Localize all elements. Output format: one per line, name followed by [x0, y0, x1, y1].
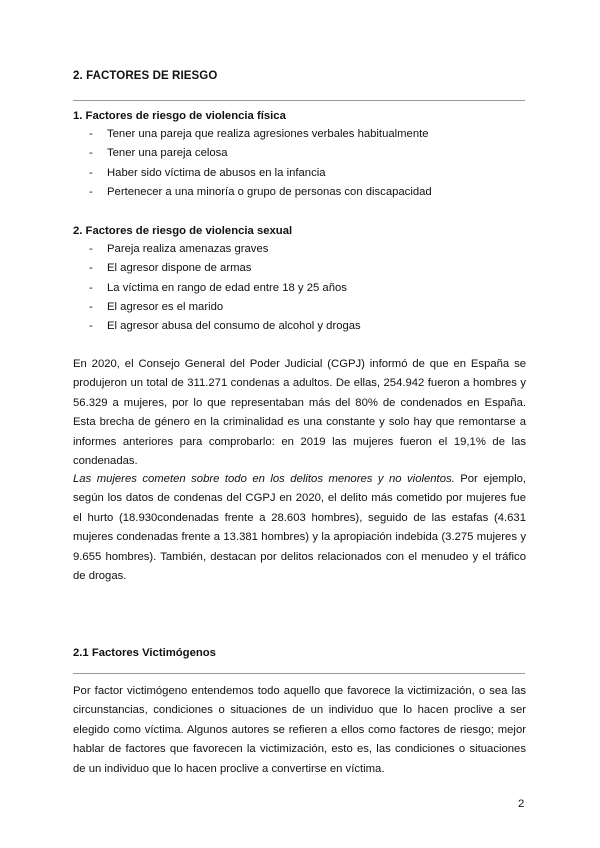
list-item: - Pertenecer a una minoría o grupo de personas con discapacidad: [73, 183, 432, 202]
section-heading: 2. FACTORES DE RIESGO: [73, 70, 218, 82]
paragraph-body: Por ejemplo, según los datos de condenas del CGPJ en 2020, el delito más cometido por mujeres fue el hurto (18.930condenadas frente a 28.603 hombres), seguido de las estafas (4.631 mujeres condenadas frente a 13.381 hombres) y la apropiación indebida (3.275 mujeres y 9.655 hombres). También, destacan por delitos relacionados con el menudeo y el tráfico de drogas.: [73, 473, 526, 583]
paragraph-mujeres-delitos: [73, 470, 526, 586]
dash-bullet: -: [89, 281, 93, 294]
dash-bullet: -: [89, 320, 93, 333]
page-number: 2: [518, 798, 525, 810]
italic-lead-sentence: Las mujeres cometen sobre todo en los delitos menores y no violentos.: [73, 473, 455, 485]
subheading-sexual: 2. Factores de riesgo de violencia sexual: [73, 225, 293, 237]
dash-bullet: -: [89, 185, 93, 198]
dash-bullet: -: [89, 243, 93, 255]
dash-bullet: -: [89, 262, 93, 275]
list-item: - Tener una pareja que realiza agresiones verbales habitualmente: [73, 125, 432, 144]
subheading-divider: [73, 673, 525, 674]
list-item: - Pareja realiza amenazas graves: [73, 240, 361, 259]
list-item: - El agresor es el marido: [73, 298, 361, 317]
paragraph-condenas: En 2020, el Consejo General del Poder Judicial (CGPJ) informó de que en España se produjeron un total de 311.271 condenas a adultos. De ellas, 254.942 fueron a hombres y 56.329 a mujeres, por lo que representaban más del 80% de condenados en España. Esta brecha de género en la criminalidad es una constante y solo hay que remontarse a informes anteriores para comprobarlo: en 2019 las mujeres fueron el 19,1% de las condenadas.: [73, 358, 526, 468]
list-sexual: [73, 240, 361, 336]
subheading-fisica: 1. Factores de riesgo de violencia física: [73, 110, 286, 122]
paragraph-victimogenos: Por factor victimógeno entendemos todo aquello que favorece la victimización, o sea las circunstancias, condiciones o situaciones de un individuo que lo hacen proclive a ser elegido como víctima. Algunos autores se refieren a ellos como factores de riesgo; mejor hablar de factores que favorecen la victimización, esto es, las condiciones o situaciones de un individuo que lo hacen proclive a convertirse en víctima.: [73, 685, 526, 775]
list-item: - La víctima en rango de edad entre 18 y 25 años: [73, 279, 361, 298]
list-item: - Tener una pareja celosa: [73, 144, 432, 163]
list-item: - El agresor dispone de armas: [73, 259, 361, 278]
dash-bullet: -: [89, 147, 93, 160]
list-fisica: [73, 125, 432, 202]
list-item: - El agresor abusa del consumo de alcohol y drogas: [73, 317, 361, 336]
subheading-victimogenos: 2.1 Factores Victimógenos: [73, 647, 216, 659]
list-item: - Haber sido víctima de abusos en la infancia: [73, 164, 432, 183]
dash-bullet: -: [89, 300, 93, 313]
dash-bullet: -: [89, 166, 93, 179]
dash-bullet: -: [89, 128, 93, 140]
heading-divider: [73, 100, 525, 101]
